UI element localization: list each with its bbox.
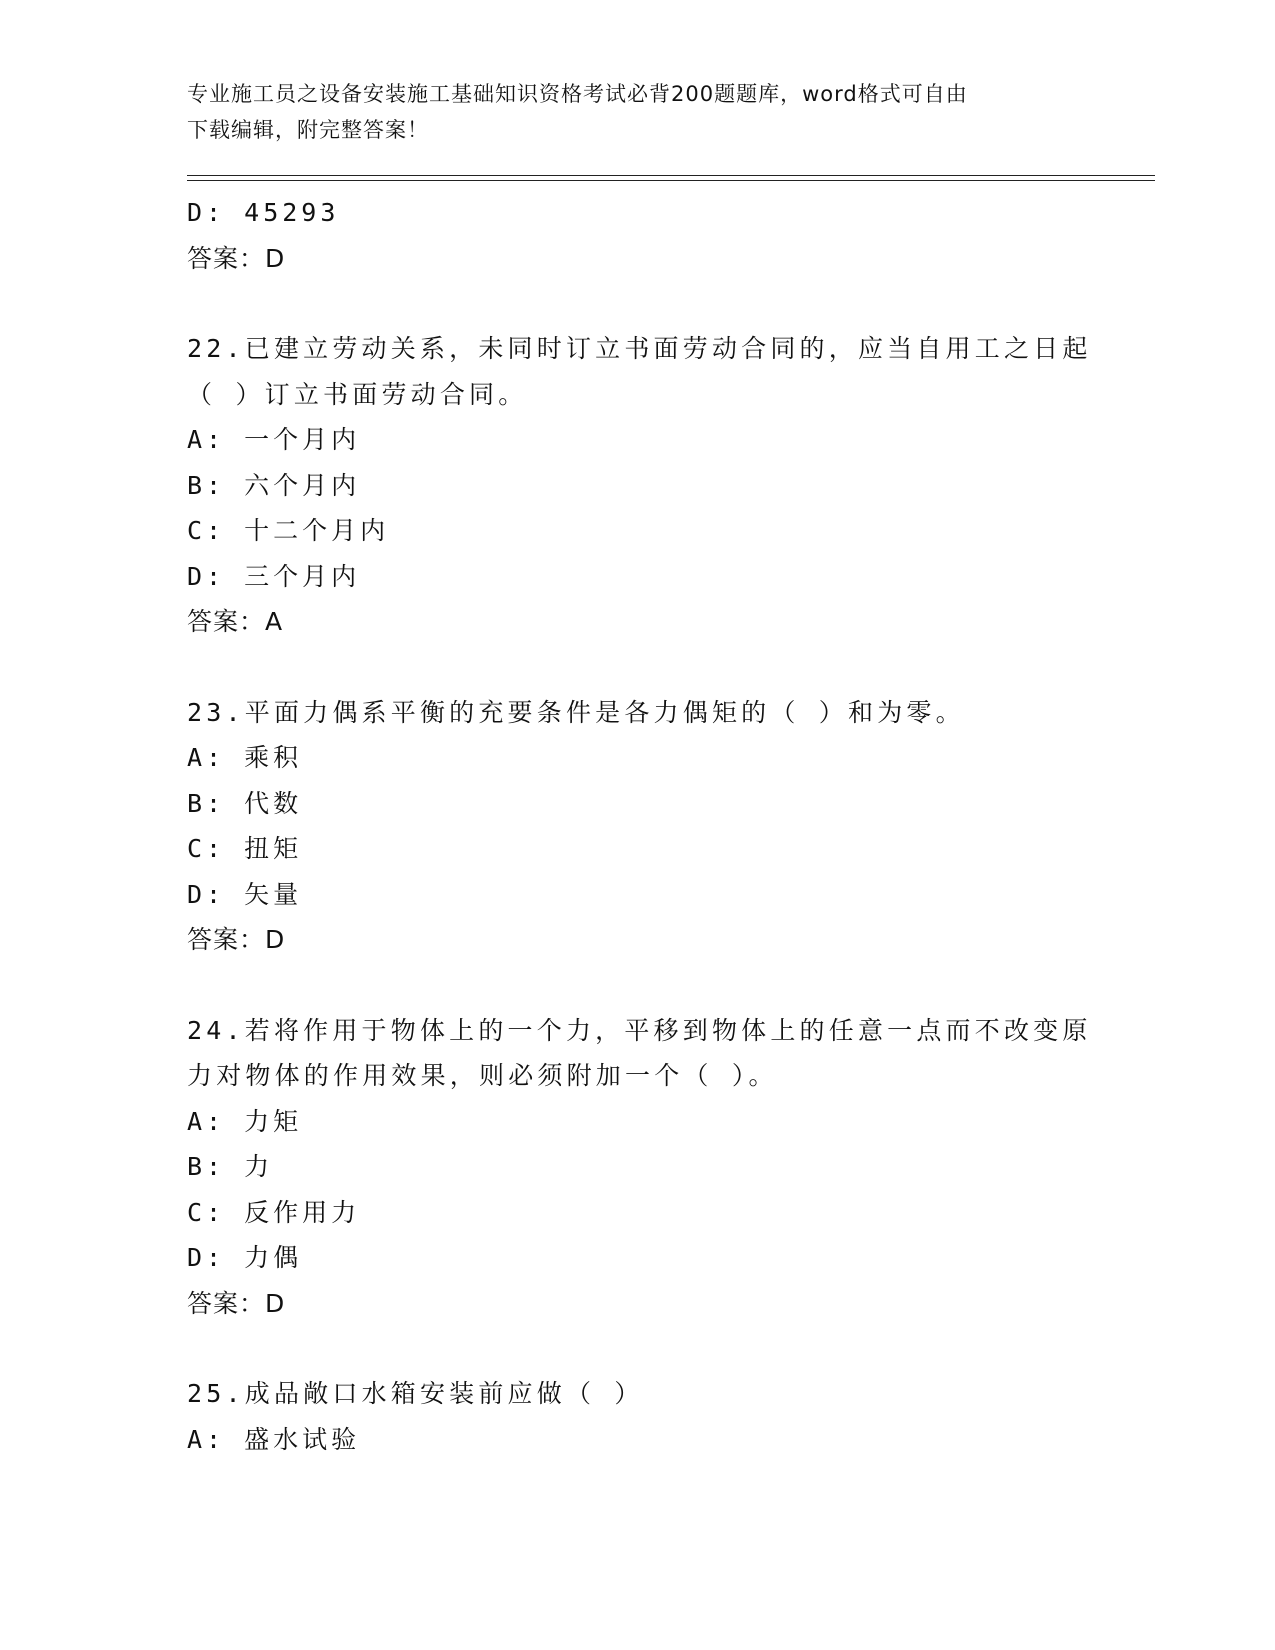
question-24 [187, 1008, 1107, 1327]
question-22 [187, 326, 1107, 645]
answer-line: 答案：D [187, 925, 286, 954]
option-a: A: 乘积 [187, 743, 303, 772]
question-text: 24.若将作用于物体上的一个力，平移到物体上的任意一点而不改变原 [187, 1015, 1092, 1045]
option-c: C: 十二个月内 [187, 516, 390, 545]
header-title-line-1: 专业施工员之设备安装施工基础知识资格考试必背200题题库，word格式可自由 [187, 82, 968, 106]
header-title-line-2: 下载编辑，附完整答案！ [187, 118, 429, 142]
option-b: B: 力 [187, 1152, 274, 1181]
header-divider-top [187, 175, 1155, 176]
header-divider-bottom [187, 180, 1155, 181]
option-d: D: 三个月内 [187, 561, 361, 591]
question-25 [187, 1371, 1107, 1462]
answer-line: 答案：D [187, 1288, 286, 1318]
question-text: 22.已建立劳动关系，未同时订立书面劳动合同的，应当自用工之日起 [187, 334, 1092, 363]
option-c: C: 反作用力 [187, 1197, 361, 1227]
document-header [187, 76, 1087, 148]
question-text: （ ）订立书面劳动合同。 [187, 379, 528, 409]
question-text: 25.成品敞口水箱安装前应做（ ） [187, 1379, 644, 1408]
previous-question-tail [187, 190, 1107, 281]
option-b: B: 六个月内 [187, 470, 361, 500]
question-23 [187, 690, 1107, 963]
option-d: D: 力偶 [187, 1243, 303, 1272]
option-c: C: 扭矩 [187, 834, 303, 863]
option-a: A: 一个月内 [187, 425, 361, 454]
option-d: D: 矢量 [187, 879, 303, 909]
question-text: 23.平面力偶系平衡的充要条件是各力偶矩的（ ）和为零。 [187, 697, 965, 727]
option-d: D: 45293 [187, 198, 340, 227]
answer-line: 答案：D [187, 243, 286, 273]
option-a: A: 盛水试验 [187, 1424, 361, 1454]
answer-line: 答案：A [187, 607, 284, 636]
option-a: A: 力矩 [187, 1106, 303, 1136]
option-b: B: 代数 [187, 788, 303, 818]
question-list [187, 190, 1107, 1462]
question-text: 力对物体的作用效果，则必须附加一个（ ）。 [187, 1061, 778, 1090]
